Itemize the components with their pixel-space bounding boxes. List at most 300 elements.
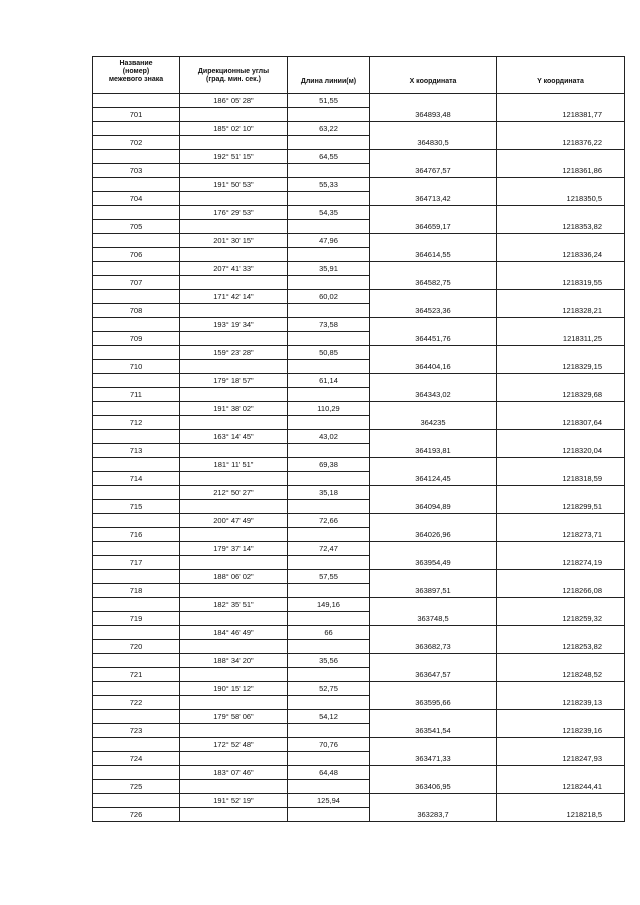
segment-row: [93, 374, 625, 388]
x-spacer: [370, 290, 497, 304]
segment-spacer: [93, 374, 180, 388]
x-spacer: [370, 626, 497, 640]
header-x-coordinate-text: X координата: [409, 78, 457, 85]
header-direction-angle: [180, 57, 288, 93]
segment-spacer: [93, 682, 180, 696]
y-spacer: [497, 794, 625, 808]
x-spacer: [370, 794, 497, 808]
x-coordinate: 363647,57: [370, 668, 497, 682]
point-row: [93, 388, 625, 402]
angle-spacer: [180, 668, 288, 682]
x-spacer: [370, 122, 497, 136]
segment-spacer: [93, 430, 180, 444]
segment-spacer: [93, 346, 180, 360]
length-spacer: [288, 444, 370, 458]
line-length: 43,02: [288, 430, 370, 444]
header-point-name-line2: (номер): [122, 68, 150, 75]
y-coordinate: 1218218,5: [497, 808, 625, 822]
point-row: [93, 360, 625, 374]
y-coordinate: 1218273,71: [497, 528, 625, 542]
y-coordinate: 1218353,82: [497, 220, 625, 234]
segment-spacer: [93, 150, 180, 164]
y-spacer: [497, 766, 625, 780]
point-row: [93, 276, 625, 290]
point-row: [93, 108, 625, 122]
segment-row: [93, 682, 625, 696]
length-spacer: [288, 192, 370, 206]
line-length: 54,35: [288, 206, 370, 220]
line-length: 57,55: [288, 570, 370, 584]
segment-row: [93, 346, 625, 360]
direction-angle: 163° 14' 45": [180, 430, 288, 444]
segment-row: [93, 654, 625, 668]
direction-angle: 201° 30' 15": [180, 234, 288, 248]
segment-spacer: [93, 598, 180, 612]
y-coordinate: 1218299,51: [497, 500, 625, 514]
angle-spacer: [180, 108, 288, 122]
segment-row: [93, 570, 625, 584]
x-spacer: [370, 654, 497, 668]
length-spacer: [288, 612, 370, 626]
point-name: 706: [93, 248, 180, 262]
point-row: [93, 640, 625, 654]
segment-row: [93, 738, 625, 752]
line-length: 70,76: [288, 738, 370, 752]
x-coordinate: 364451,76: [370, 332, 497, 346]
point-name: 725: [93, 780, 180, 794]
point-row: [93, 500, 625, 514]
x-spacer: [370, 374, 497, 388]
angle-spacer: [180, 192, 288, 206]
x-coordinate: 364614,55: [370, 248, 497, 262]
point-name: 718: [93, 584, 180, 598]
x-coordinate: 364094,89: [370, 500, 497, 514]
length-spacer: [288, 108, 370, 122]
x-coordinate: 364713,42: [370, 192, 497, 206]
y-spacer: [497, 682, 625, 696]
x-coordinate: 364404,16: [370, 360, 497, 374]
angle-spacer: [180, 360, 288, 374]
direction-angle: 186° 05' 28": [180, 94, 288, 108]
direction-angle: 191° 38' 02": [180, 402, 288, 416]
line-length: 50,85: [288, 346, 370, 360]
segment-row: [93, 402, 625, 416]
point-row: [93, 192, 625, 206]
angle-spacer: [180, 500, 288, 514]
y-spacer: [497, 262, 625, 276]
line-length: 35,56: [288, 654, 370, 668]
point-name: 716: [93, 528, 180, 542]
segment-spacer: [93, 178, 180, 192]
point-row: [93, 556, 625, 570]
point-name: 708: [93, 304, 180, 318]
y-coordinate: 1218248,52: [497, 668, 625, 682]
segment-spacer: [93, 318, 180, 332]
y-spacer: [497, 234, 625, 248]
x-coordinate: 363471,33: [370, 752, 497, 766]
line-length: 35,18: [288, 486, 370, 500]
segment-row: [93, 206, 625, 220]
segment-row: [93, 234, 625, 248]
segment-row: [93, 514, 625, 528]
point-row: [93, 696, 625, 710]
point-row: [93, 136, 625, 150]
x-coordinate: 364830,5: [370, 136, 497, 150]
x-spacer: [370, 402, 497, 416]
length-spacer: [288, 668, 370, 682]
angle-spacer: [180, 388, 288, 402]
angle-spacer: [180, 220, 288, 234]
length-spacer: [288, 500, 370, 514]
length-spacer: [288, 556, 370, 570]
direction-angle: 190° 15' 12": [180, 682, 288, 696]
point-name: 709: [93, 332, 180, 346]
line-length: 63,22: [288, 122, 370, 136]
direction-angle: 172° 52' 48": [180, 738, 288, 752]
point-name: 719: [93, 612, 180, 626]
header-y-coordinate: [497, 57, 625, 93]
point-name: 717: [93, 556, 180, 570]
y-spacer: [497, 598, 625, 612]
x-coordinate: 363954,49: [370, 556, 497, 570]
x-spacer: [370, 514, 497, 528]
y-spacer: [497, 514, 625, 528]
point-row: [93, 668, 625, 682]
point-row: [93, 808, 625, 822]
x-coordinate: 363748,5: [370, 612, 497, 626]
length-spacer: [288, 640, 370, 654]
line-length: 72,66: [288, 514, 370, 528]
segment-spacer: [93, 710, 180, 724]
direction-angle: 185° 02' 10": [180, 122, 288, 136]
length-spacer: [288, 724, 370, 738]
x-spacer: [370, 234, 497, 248]
segment-spacer: [93, 794, 180, 808]
header-x-coordinate: [370, 57, 497, 93]
point-row: [93, 220, 625, 234]
y-coordinate: 1218381,77: [497, 108, 625, 122]
direction-angle: 191° 50' 53": [180, 178, 288, 192]
line-length: 35,91: [288, 262, 370, 276]
x-spacer: [370, 710, 497, 724]
point-row: [93, 332, 625, 346]
line-length: 69,38: [288, 458, 370, 472]
point-row: [93, 248, 625, 262]
angle-spacer: [180, 276, 288, 290]
length-spacer: [288, 584, 370, 598]
y-spacer: [497, 346, 625, 360]
direction-angle: 193° 19' 34": [180, 318, 288, 332]
point-row: [93, 724, 625, 738]
y-coordinate: 1218320,04: [497, 444, 625, 458]
segment-row: [93, 430, 625, 444]
segment-spacer: [93, 458, 180, 472]
angle-spacer: [180, 752, 288, 766]
x-coordinate: 363541,54: [370, 724, 497, 738]
length-spacer: [288, 808, 370, 822]
direction-angle: 182° 35' 51": [180, 598, 288, 612]
y-spacer: [497, 626, 625, 640]
point-name: 710: [93, 360, 180, 374]
y-spacer: [497, 94, 625, 108]
angle-spacer: [180, 304, 288, 318]
x-coordinate: 364767,57: [370, 164, 497, 178]
angle-spacer: [180, 248, 288, 262]
y-coordinate: 1218350,5: [497, 192, 625, 206]
length-spacer: [288, 780, 370, 794]
segment-row: [93, 94, 625, 108]
x-spacer: [370, 738, 497, 752]
point-row: [93, 472, 625, 486]
segment-spacer: [93, 570, 180, 584]
y-coordinate: 1218253,82: [497, 640, 625, 654]
segment-spacer: [93, 738, 180, 752]
x-coordinate: 363595,66: [370, 696, 497, 710]
line-length: 125,94: [288, 794, 370, 808]
angle-spacer: [180, 164, 288, 178]
x-coordinate: 364659,17: [370, 220, 497, 234]
x-spacer: [370, 570, 497, 584]
length-spacer: [288, 276, 370, 290]
line-length: 51,55: [288, 94, 370, 108]
x-coordinate: 364235: [370, 416, 497, 430]
y-spacer: [497, 430, 625, 444]
angle-spacer: [180, 444, 288, 458]
point-name: 726: [93, 808, 180, 822]
segment-spacer: [93, 206, 180, 220]
line-length: 64,48: [288, 766, 370, 780]
point-row: [93, 164, 625, 178]
point-name: 723: [93, 724, 180, 738]
y-coordinate: 1218329,68: [497, 388, 625, 402]
length-spacer: [288, 388, 370, 402]
y-spacer: [497, 290, 625, 304]
line-length: 60,02: [288, 290, 370, 304]
table-body: [93, 94, 625, 822]
direction-angle: 179° 37' 14": [180, 542, 288, 556]
y-spacer: [497, 122, 625, 136]
segment-row: [93, 458, 625, 472]
coordinates-table: [92, 56, 625, 822]
x-coordinate: 363897,51: [370, 584, 497, 598]
header-point-name: [93, 57, 180, 93]
direction-angle: 207° 41' 33": [180, 262, 288, 276]
x-spacer: [370, 346, 497, 360]
y-coordinate: 1218328,21: [497, 304, 625, 318]
x-coordinate: 363283,7: [370, 808, 497, 822]
length-spacer: [288, 220, 370, 234]
point-row: [93, 444, 625, 458]
y-spacer: [497, 374, 625, 388]
point-name: 702: [93, 136, 180, 150]
line-length: 47,96: [288, 234, 370, 248]
length-spacer: [288, 164, 370, 178]
point-name: 705: [93, 220, 180, 234]
segment-row: [93, 262, 625, 276]
header-direction-angle-line1: Дирекционные углы: [197, 68, 270, 75]
x-coordinate: 364893,48: [370, 108, 497, 122]
angle-spacer: [180, 724, 288, 738]
direction-angle: 192° 51' 15": [180, 150, 288, 164]
y-coordinate: 1218239,13: [497, 696, 625, 710]
y-coordinate: 1218307,64: [497, 416, 625, 430]
segment-spacer: [93, 542, 180, 556]
angle-spacer: [180, 528, 288, 542]
direction-angle: 191° 52' 19": [180, 794, 288, 808]
x-coordinate: 363406,95: [370, 780, 497, 794]
y-coordinate: 1218239,16: [497, 724, 625, 738]
y-spacer: [497, 654, 625, 668]
angle-spacer: [180, 780, 288, 794]
y-coordinate: 1218319,55: [497, 276, 625, 290]
segment-spacer: [93, 626, 180, 640]
point-name: 714: [93, 472, 180, 486]
y-coordinate: 1218259,32: [497, 612, 625, 626]
y-coordinate: 1218247,93: [497, 752, 625, 766]
x-spacer: [370, 94, 497, 108]
angle-spacer: [180, 472, 288, 486]
point-name: 701: [93, 108, 180, 122]
segment-row: [93, 178, 625, 192]
y-spacer: [497, 570, 625, 584]
line-length: 73,58: [288, 318, 370, 332]
length-spacer: [288, 696, 370, 710]
y-coordinate: 1218244,41: [497, 780, 625, 794]
angle-spacer: [180, 808, 288, 822]
x-spacer: [370, 262, 497, 276]
y-coordinate: 1218329,15: [497, 360, 625, 374]
y-spacer: [497, 178, 625, 192]
segment-row: [93, 122, 625, 136]
x-spacer: [370, 178, 497, 192]
point-name: 711: [93, 388, 180, 402]
direction-angle: 184° 46' 49": [180, 626, 288, 640]
line-length: 66: [288, 626, 370, 640]
y-spacer: [497, 402, 625, 416]
point-row: [93, 780, 625, 794]
segment-spacer: [93, 766, 180, 780]
y-spacer: [497, 458, 625, 472]
header-y-coordinate-text: Y координата: [537, 78, 584, 85]
length-spacer: [288, 752, 370, 766]
x-spacer: [370, 542, 497, 556]
angle-spacer: [180, 584, 288, 598]
y-coordinate: 1218318,59: [497, 472, 625, 486]
y-coordinate: 1218361,86: [497, 164, 625, 178]
header-line-length: [288, 57, 370, 93]
point-row: [93, 612, 625, 626]
segment-spacer: [93, 234, 180, 248]
length-spacer: [288, 332, 370, 346]
header-point-name-line1: Название: [119, 60, 153, 67]
x-coordinate: 363682,73: [370, 640, 497, 654]
length-spacer: [288, 528, 370, 542]
segment-row: [93, 626, 625, 640]
x-spacer: [370, 458, 497, 472]
x-spacer: [370, 486, 497, 500]
line-length: 149,16: [288, 598, 370, 612]
segment-row: [93, 150, 625, 164]
length-spacer: [288, 248, 370, 262]
y-spacer: [497, 710, 625, 724]
x-coordinate: 364124,45: [370, 472, 497, 486]
line-length: 72,47: [288, 542, 370, 556]
angle-spacer: [180, 640, 288, 654]
angle-spacer: [180, 556, 288, 570]
segment-row: [93, 318, 625, 332]
direction-angle: 176° 29' 53": [180, 206, 288, 220]
point-name: 707: [93, 276, 180, 290]
line-length: 64,55: [288, 150, 370, 164]
line-length: 52,75: [288, 682, 370, 696]
length-spacer: [288, 472, 370, 486]
y-coordinate: 1218336,24: [497, 248, 625, 262]
x-spacer: [370, 206, 497, 220]
point-name: 704: [93, 192, 180, 206]
segment-spacer: [93, 402, 180, 416]
direction-angle: 188° 34' 20": [180, 654, 288, 668]
line-length: 55,33: [288, 178, 370, 192]
segment-spacer: [93, 486, 180, 500]
angle-spacer: [180, 332, 288, 346]
y-spacer: [497, 150, 625, 164]
segment-spacer: [93, 262, 180, 276]
point-row: [93, 304, 625, 318]
length-spacer: [288, 304, 370, 318]
angle-spacer: [180, 696, 288, 710]
direction-angle: 179° 18' 57": [180, 374, 288, 388]
segment-spacer: [93, 514, 180, 528]
length-spacer: [288, 360, 370, 374]
table-header: [93, 57, 625, 94]
line-length: 61,14: [288, 374, 370, 388]
point-row: [93, 584, 625, 598]
y-spacer: [497, 486, 625, 500]
segment-row: [93, 766, 625, 780]
segment-row: [93, 542, 625, 556]
x-coordinate: 364523,36: [370, 304, 497, 318]
segment-row: [93, 290, 625, 304]
y-spacer: [497, 542, 625, 556]
direction-angle: 200° 47' 49": [180, 514, 288, 528]
y-coordinate: 1218376,22: [497, 136, 625, 150]
x-spacer: [370, 150, 497, 164]
angle-spacer: [180, 416, 288, 430]
direction-angle: 188° 06' 02": [180, 570, 288, 584]
direction-angle: 183° 07' 46": [180, 766, 288, 780]
y-coordinate: 1218266,08: [497, 584, 625, 598]
point-name: 721: [93, 668, 180, 682]
segment-row: [93, 598, 625, 612]
segment-spacer: [93, 290, 180, 304]
direction-angle: 179° 58' 06": [180, 710, 288, 724]
line-length: 54,12: [288, 710, 370, 724]
point-name: 715: [93, 500, 180, 514]
y-spacer: [497, 206, 625, 220]
direction-angle: 159° 23' 28": [180, 346, 288, 360]
direction-angle: 212° 50' 27": [180, 486, 288, 500]
segment-row: [93, 794, 625, 808]
angle-spacer: [180, 612, 288, 626]
y-coordinate: 1218274,19: [497, 556, 625, 570]
x-spacer: [370, 598, 497, 612]
x-coordinate: 364582,75: [370, 276, 497, 290]
point-name: 703: [93, 164, 180, 178]
point-name: 713: [93, 444, 180, 458]
x-spacer: [370, 682, 497, 696]
segment-spacer: [93, 94, 180, 108]
segment-row: [93, 710, 625, 724]
